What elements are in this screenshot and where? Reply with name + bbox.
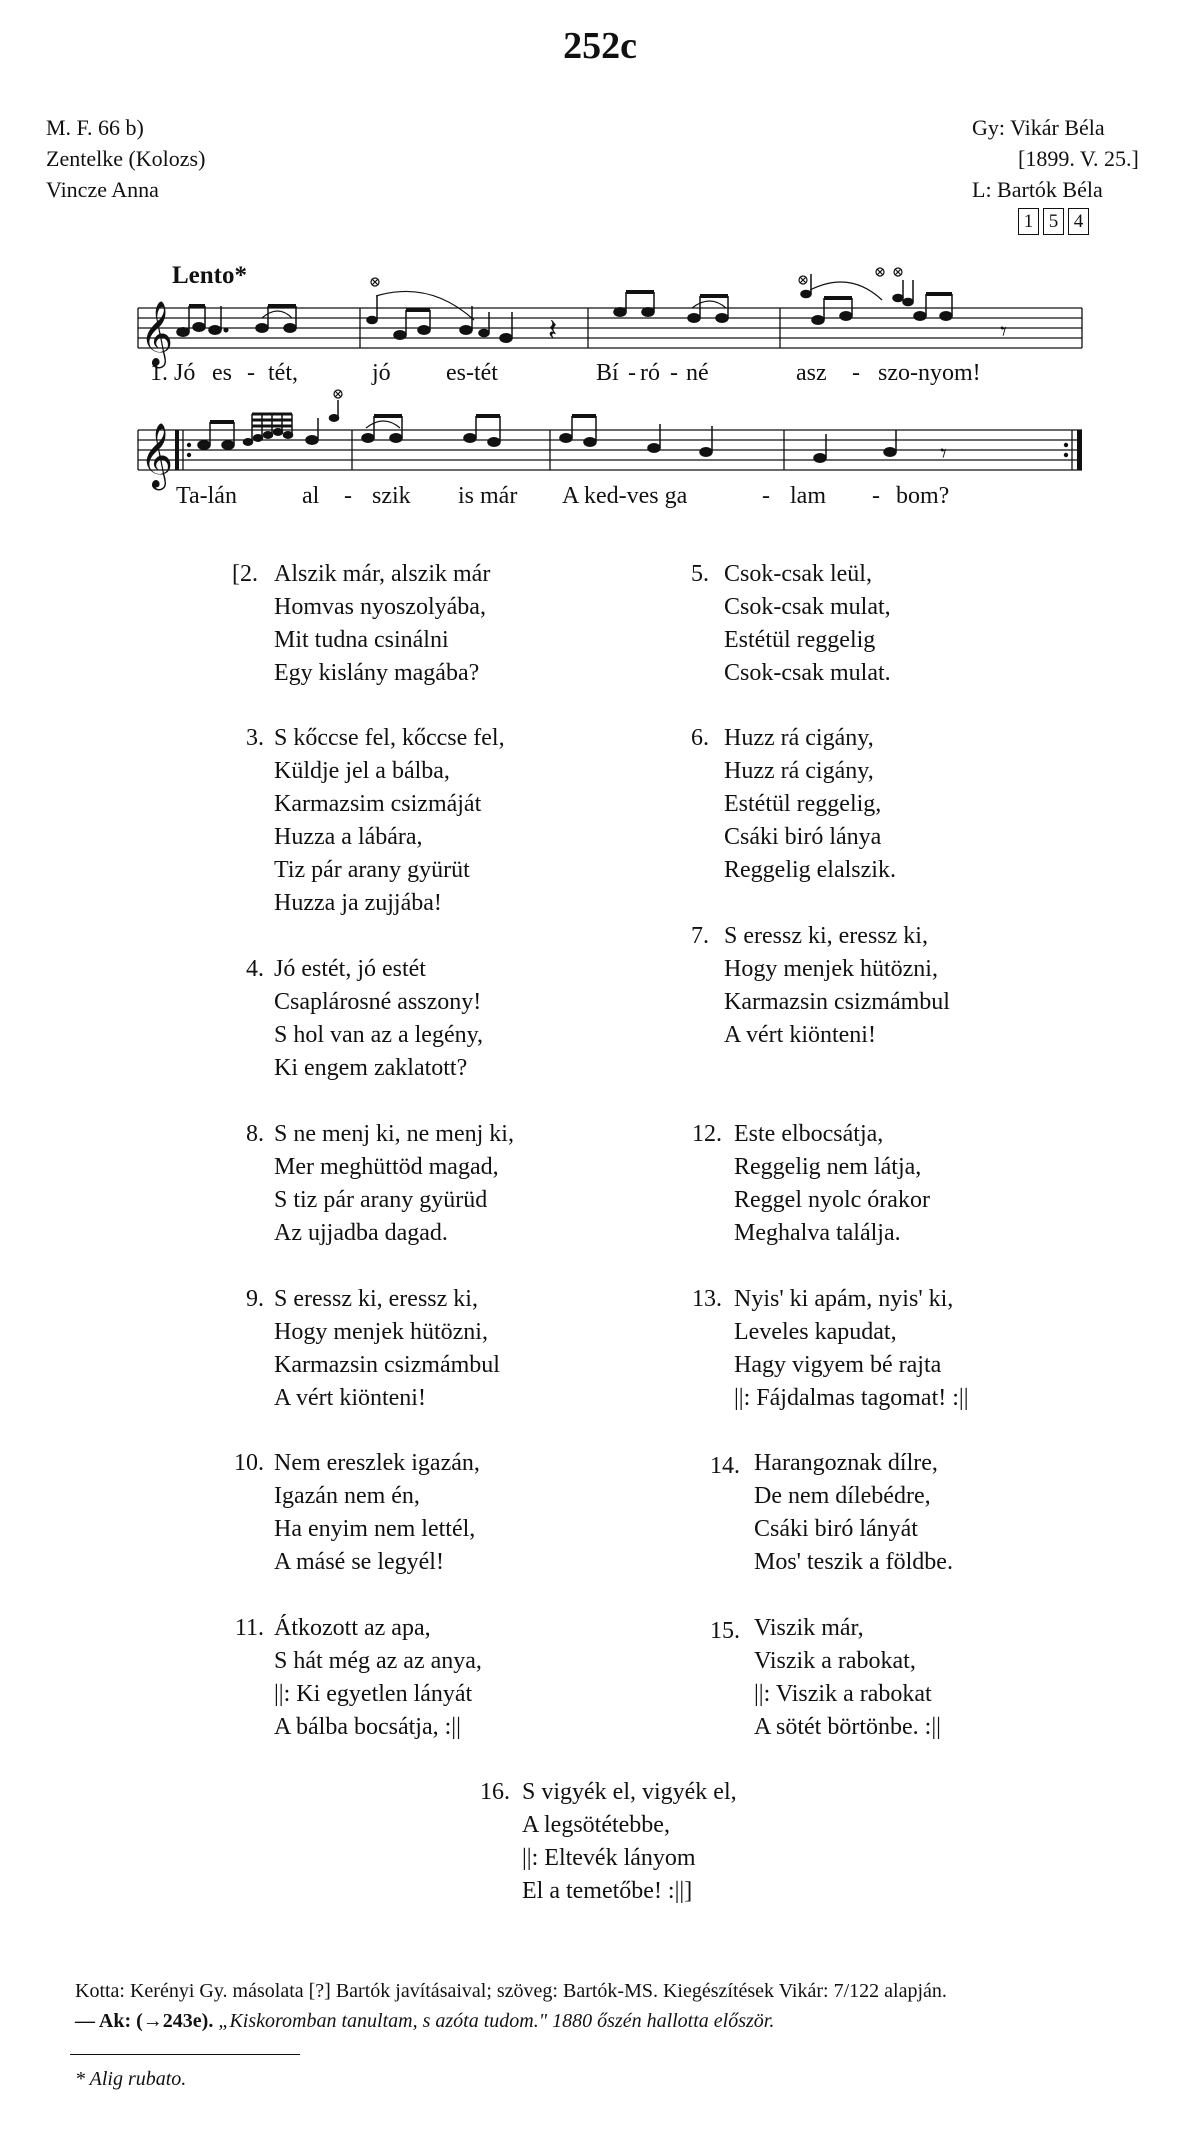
lyric-syllable: es-tét — [446, 360, 498, 386]
stanza-line: S hol van az a legény, — [274, 1022, 484, 1048]
lyric-syllable: es — [212, 360, 232, 386]
stanza-line: ||: Eltevék lányom — [522, 1845, 696, 1871]
stanza-line: Huzz rá cigány, — [724, 725, 874, 751]
tempo-marking: Lento* — [172, 262, 247, 289]
stanza-line: Csáki biró lánya — [724, 824, 882, 850]
stanza-line: ||: Fájdalmas tagomat! :|| — [734, 1385, 969, 1411]
stanza-line: Átkozott az apa, — [274, 1615, 431, 1641]
stanza-line: Igazán nem én, — [274, 1483, 420, 1509]
stanza-line: Ki engem zaklatott? — [274, 1055, 468, 1081]
page-number: 252c — [563, 25, 637, 67]
stanza-line: Mit tudna csinálni — [274, 627, 449, 653]
svg-text:𝄞: 𝄞 — [140, 301, 174, 366]
stanza-line: Karmazsin csizmámbul — [274, 1352, 500, 1378]
stanza-line: Nem ereszlek igazán, — [274, 1450, 480, 1476]
stanza-line: Hagy vigyem bé rajta — [734, 1352, 942, 1378]
stanza-line: Huzza ja zujjába! — [274, 890, 442, 916]
footnote: * Alig rubato. — [75, 2068, 187, 2090]
stanza-line: A bálba bocsátja, :|| — [274, 1714, 461, 1740]
stanza-line: S vigyék el, vigyék el, — [522, 1779, 737, 1805]
stanza-line: Küldje jel a bálba, — [274, 758, 450, 784]
stanza-line: Mer meghüttöd magad, — [274, 1154, 499, 1180]
stanza-line: S eressz ki, eressz ki, — [274, 1286, 478, 1312]
lyric-syllable: 1. Jó — [150, 360, 196, 386]
stanza-line: Csok-csak leül, — [724, 561, 872, 587]
annotation-note — [75, 2010, 774, 2033]
stanza-line: Viszik már, — [754, 1615, 864, 1641]
stanza-number: 10. — [234, 1450, 264, 1476]
footnote-divider — [70, 2054, 300, 2055]
stanza-line: Csok-csak mulat, — [724, 594, 891, 620]
stanza-number: 8. — [246, 1121, 264, 1147]
stanza-line: Este elbocsátja, — [734, 1121, 884, 1147]
lyric-syllable: - — [872, 483, 880, 509]
lyric-syllable: ró — [640, 360, 660, 386]
stanza-line: Nyis' ki apám, nyis' ki, — [734, 1286, 954, 1312]
stanza-line: Reggelig nem látja, — [734, 1154, 922, 1180]
stanza-line: Jó estét, jó estét — [274, 956, 426, 982]
stanza-line: Egy kislány magába? — [274, 660, 480, 686]
lyric-syllable: Bí — [596, 360, 619, 386]
lyric-syllable: - — [852, 360, 860, 386]
lyric-syllable: al — [302, 483, 320, 509]
stanza-line: A vért kiönteni! — [724, 1022, 876, 1048]
stanza-line: A másé se legyél! — [274, 1549, 444, 1575]
lyric-syllable: - — [247, 360, 255, 386]
stanza-line: S tiz pár arany gyürüd — [274, 1187, 488, 1213]
stanza-line: A vért kiönteni! — [274, 1385, 426, 1411]
collection-date: [1899. V. 25.] — [1018, 146, 1139, 171]
stanza-number: [2. — [232, 561, 258, 587]
stanza-line: Reggelig elalszik. — [724, 857, 896, 883]
stanza-line: Ha enyim nem lettél, — [274, 1516, 476, 1542]
stanza-line: S hát még az az anya, — [274, 1648, 482, 1674]
stanza-number: 13. — [692, 1286, 722, 1312]
collector: Gy: Vikár Béla — [972, 115, 1105, 140]
stanza-line: Karmazsim csizmáját — [274, 791, 482, 817]
stanza-line: S kőccse fel, kőccse fel, — [274, 725, 505, 751]
svg-text:𝄽: 𝄽 — [548, 313, 558, 348]
stanza-line: Reggel nyolc órakor — [734, 1187, 930, 1213]
lyric-syllable: asz — [796, 360, 827, 386]
transcriber: L: Bartók Béla — [972, 177, 1103, 202]
stanza-line: Meghalva találja. — [734, 1220, 901, 1246]
stanza-line: A sötét börtönbe. :|| — [754, 1714, 941, 1740]
music-staff — [0, 0, 1200, 520]
source-location: Zentelke (Kolozs) — [46, 146, 206, 171]
stanza-line: Estétül reggelig, — [724, 791, 882, 817]
stanza-number: 3. — [246, 725, 264, 751]
stanza-line: Harangoznak dílre, — [754, 1450, 938, 1476]
stanza-line: Az ujjadba dagad. — [274, 1220, 448, 1246]
svg-text:𝄾: 𝄾 — [940, 439, 947, 469]
lyric-syllable: szo-nyom! — [878, 360, 981, 386]
lyric-syllable: - — [670, 360, 678, 386]
class-box: 5 — [1043, 208, 1064, 235]
annotation-quote: „Kiskoromban tanultam, s azóta tudom." 1880 őszén hallotta először. — [218, 2010, 775, 2032]
class-box: 4 — [1068, 208, 1089, 235]
lyric-syllable: lam — [790, 483, 826, 509]
source-ref: M. F. 66 b) — [46, 115, 144, 140]
lyric-syllable: - — [762, 483, 770, 509]
stanza-line: Homvas nyoszolyába, — [274, 594, 486, 620]
stanza-line: De nem dílebédre, — [754, 1483, 931, 1509]
stanza-number: 4. — [246, 956, 264, 982]
stanza-number: 16. — [480, 1779, 510, 1805]
stanza-line: Csaplárosné asszony! — [274, 989, 482, 1015]
stanza-line: Tiz pár arany gyürüt — [274, 857, 470, 883]
stanza-number: 5. — [691, 561, 709, 587]
stanza-line: A legsötétebbe, — [522, 1812, 670, 1838]
source-note: Kotta: Kerényi Gy. másolata [?] Bartók javításaival; szöveg: Bartók-MS. Kiegészítések Vikár: 7/122 alapján. — [75, 1980, 947, 2002]
stanza-line: Csok-csak mulat. — [724, 660, 891, 686]
stanza-line: Leveles kapudat, — [734, 1319, 897, 1345]
stanza-number: 11. — [234, 1615, 264, 1641]
svg-text:𝄞: 𝄞 — [140, 423, 174, 488]
stanza-number: 12. — [692, 1121, 722, 1147]
stanza-line: Huzza a lábára, — [274, 824, 423, 850]
stanza-line: ||: Ki egyetlen lányát — [274, 1681, 473, 1707]
lyric-syllable: Ta-lán — [176, 483, 237, 509]
lyric-syllable: - — [344, 483, 352, 509]
stanza-line: El a temetőbe! :||] — [522, 1878, 693, 1904]
stanza-line: Estétül reggelig — [724, 627, 876, 653]
stanza-line: Huzz rá cigány, — [724, 758, 874, 784]
class-box: 1 — [1018, 208, 1039, 235]
stanza-line: Mos' teszik a földbe. — [754, 1549, 953, 1575]
stanza-number: 6. — [691, 725, 709, 751]
stanza-number: 7. — [691, 923, 709, 949]
lyric-syllable: né — [686, 360, 709, 386]
lyric-syllable: jó — [372, 360, 391, 386]
lyric-syllable: bom? — [896, 483, 950, 509]
lyric-syllable: szik — [372, 483, 411, 509]
stanza-line: Alszik már, alszik már — [274, 561, 491, 587]
stanza-line: Viszik a rabokat, — [754, 1648, 916, 1674]
stanza-line: S eressz ki, eressz ki, — [724, 923, 928, 949]
annotation-ref: — Ak: (→243e). — [75, 2010, 214, 2032]
stanza-line: Hogy menjek hütözni, — [724, 956, 938, 982]
lyric-syllable: A ked-ves ga — [562, 483, 688, 509]
stanza-line: Csáki biró lányát — [754, 1516, 918, 1542]
source-singer: Vincze Anna — [46, 177, 159, 202]
svg-text:𝄾: 𝄾 — [1000, 317, 1007, 347]
stanza-line: ||: Viszik a rabokat — [754, 1681, 932, 1707]
lyric-syllable: tét, — [268, 360, 298, 386]
stanza-line: Karmazsin csizmámbul — [724, 989, 950, 1015]
lyric-syllable: is már — [458, 483, 518, 509]
stanza-number: 15. — [710, 1618, 740, 1644]
stanza-line: Hogy menjek hütözni, — [274, 1319, 488, 1345]
stanza-number: 9. — [246, 1286, 264, 1312]
stanza-number: 14. — [710, 1453, 740, 1479]
stanza-line: S ne menj ki, ne menj ki, — [274, 1121, 514, 1147]
lyric-syllable: - — [628, 360, 636, 386]
